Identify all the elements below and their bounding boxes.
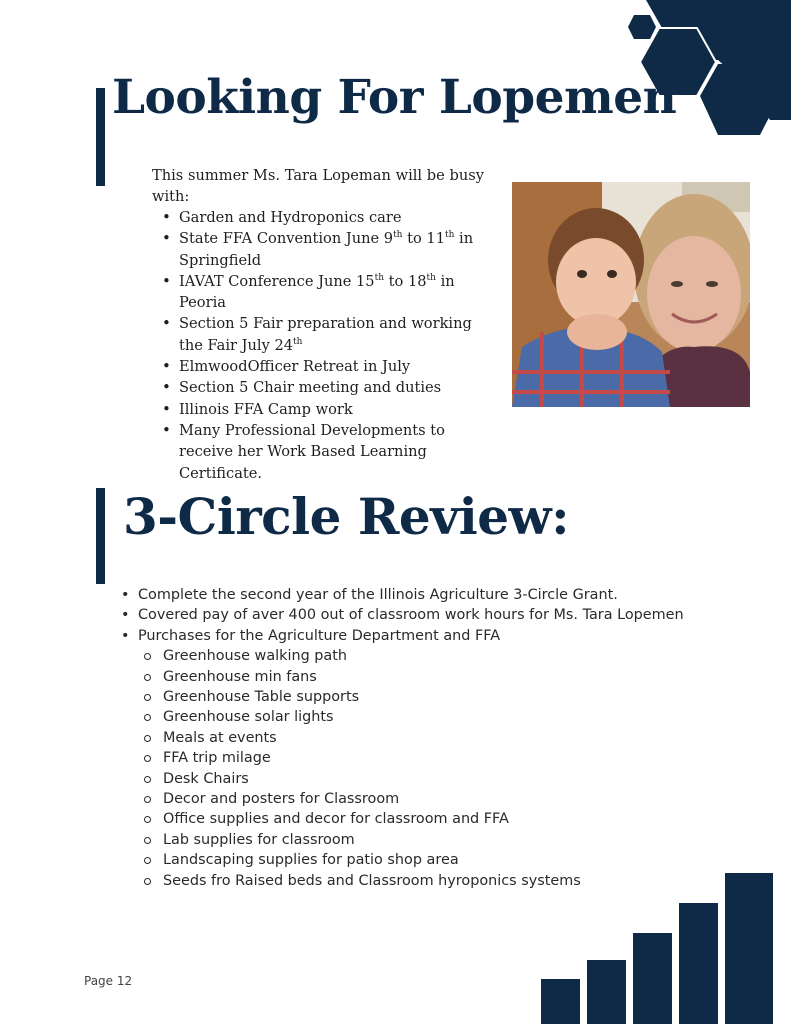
- review-list: [118, 585, 758, 891]
- list-item: FFA trip milage: [138, 748, 758, 768]
- page-title: Looking For Lopemen: [112, 70, 677, 125]
- list-item: Meals at events: [138, 728, 758, 748]
- list-item: Greenhouse walking path: [138, 646, 758, 666]
- title-accent-bar: [96, 88, 105, 186]
- list-item: • Covered pay of aver 400 out of classroom work hours for Ms. Tara Lopemen: [118, 605, 758, 625]
- purchases-list: [138, 646, 758, 891]
- list-item-text: State FFA Convention June 9th to 11th in Springfield: [179, 230, 474, 269]
- intro-list: [160, 207, 490, 484]
- list-item: • Garden and Hydroponics care: [160, 207, 490, 228]
- bar-chart-decoration-icon: [540, 870, 780, 1024]
- list-item: • ElmwoodOfficer Retreat in July: [160, 356, 490, 377]
- list-item-text: IAVAT Conference June 15th to 18th in Peoria: [179, 272, 455, 312]
- section-title: 3-Circle Review:: [123, 487, 570, 546]
- list-item: Greenhouse min fans: [138, 667, 758, 687]
- list-item-text: Purchases for the Agriculture Department and FFA: [138, 627, 501, 644]
- list-item: Greenhouse Table supports: [138, 687, 758, 707]
- photo-child-and-woman: [512, 182, 750, 407]
- list-item: Decor and posters for Classroom: [138, 789, 758, 809]
- list-item: • Section 5 Fair preparation and working the Fair July 24th: [160, 313, 490, 356]
- list-item: Office supplies and decor for classroom and FFA: [138, 809, 758, 829]
- list-item: Lab supplies for classroom: [138, 830, 758, 850]
- page-number: Page 12: [84, 974, 133, 988]
- list-item: Landscaping supplies for patio shop area: [138, 850, 758, 870]
- list-item: [118, 626, 758, 891]
- list-item: • Many Professional Developments to receive her Work Based Learning Certificate.: [160, 420, 490, 484]
- list-item: Seeds fro Raised beds and Classroom hyroponics systems: [138, 871, 758, 891]
- list-item: • Illinois FFA Camp work: [160, 399, 490, 420]
- list-item: Desk Chairs: [138, 769, 758, 789]
- title-accent-bar: [96, 488, 105, 584]
- list-item: • Complete the second year of the Illinois Agriculture 3-Circle Grant.: [118, 585, 758, 605]
- list-item: Greenhouse solar lights: [138, 707, 758, 727]
- intro-paragraph: This summer Ms. Tara Lopeman will be busy with:: [152, 167, 484, 206]
- list-item: [160, 228, 490, 271]
- list-item: [160, 271, 490, 314]
- list-item: • Section 5 Chair meeting and duties: [160, 377, 490, 398]
